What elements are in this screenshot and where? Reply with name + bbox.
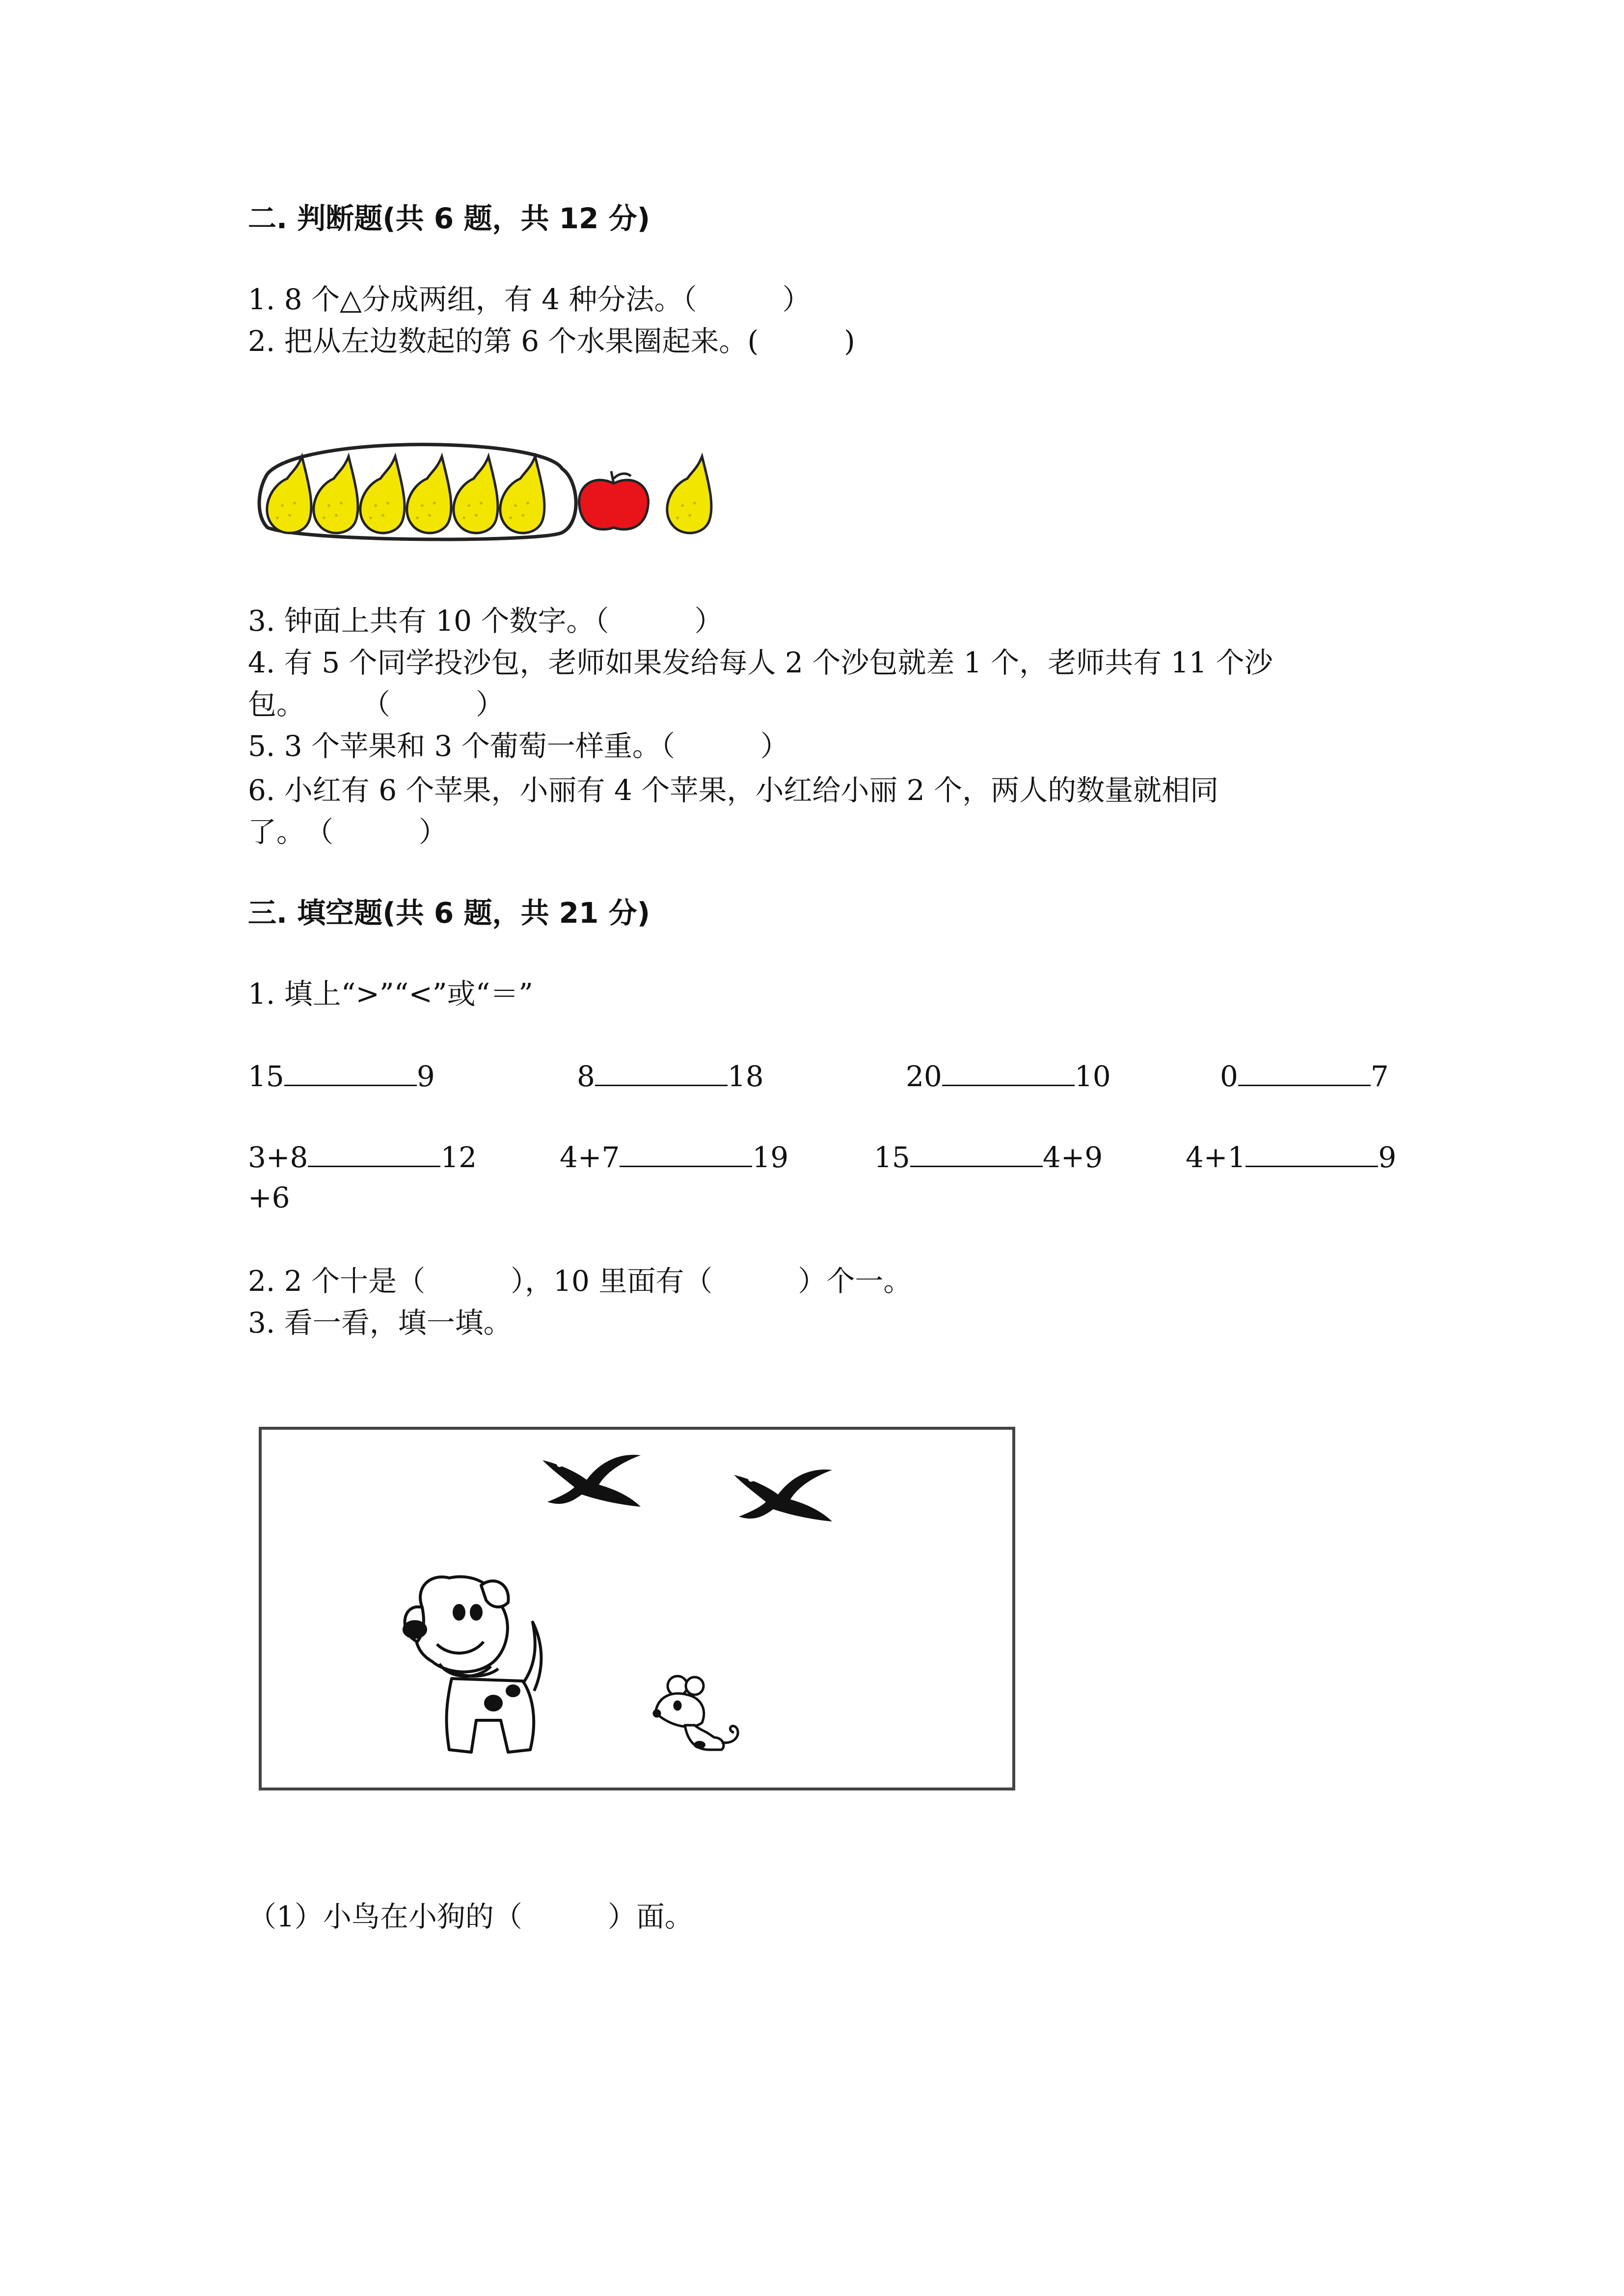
apple-icon xyxy=(579,471,649,530)
answer-blank[interactable] xyxy=(284,1055,417,1086)
section-3-heading: 三. 填空题(共 6 题，共 21 分) xyxy=(248,896,650,930)
section-2-heading: 二. 判断题(共 6 题，共 12 分) xyxy=(248,202,650,235)
pear-icon xyxy=(667,456,711,533)
pear-icon xyxy=(500,456,544,533)
question-3-2: 2. 2 个十是（ ），10 里面有（ ）个一。 xyxy=(248,1264,912,1298)
question-2-2: 2. 把从左边数起的第 6 个水果圈起来。( ) xyxy=(248,324,855,358)
compare-item: 3+8 12 xyxy=(248,1136,477,1177)
question-2-3: 3. 钟面上共有 10 个数字。（ ） xyxy=(248,604,723,638)
question-2-4-line1: 4. 有 5 个同学投沙包，老师如果发给每人 2 个沙包就差 1 个，老师共有 11 个沙 xyxy=(248,646,1273,679)
compare-item: 15 9 xyxy=(248,1055,435,1096)
question-2-5: 5. 3 个苹果和 3 个葡萄一样重。（ ） xyxy=(248,729,789,763)
pear-icon xyxy=(407,456,451,533)
compare-item: 4+1 9 xyxy=(1186,1136,1396,1177)
question-3-3: 3. 看一看，填一填。 xyxy=(248,1306,512,1339)
question-2-6-line2: 了。 （ ） xyxy=(248,815,448,849)
answer-blank[interactable] xyxy=(1238,1055,1371,1086)
pear-icon xyxy=(360,456,405,533)
answer-blank[interactable] xyxy=(595,1055,728,1086)
pear-icon xyxy=(314,456,358,533)
answer-blank[interactable] xyxy=(1245,1136,1378,1167)
question-2-1: 1. 8 个△分成两组，有 4 种分法。（ ） xyxy=(248,283,811,316)
question-2-6-line1: 6. 小红有 6 个苹果，小丽有 4 个苹果，小红给小丽 2 个，两人的数量就相同 xyxy=(248,774,1219,807)
answer-blank[interactable] xyxy=(620,1136,752,1167)
question-2-4-line2: 包。 （ ） xyxy=(248,688,505,721)
compare-item: 8 18 xyxy=(577,1055,764,1096)
picture-frame xyxy=(260,1428,1014,1789)
answer-blank[interactable] xyxy=(942,1055,1075,1086)
fruit-row-figure xyxy=(248,432,719,550)
animal-picture xyxy=(255,1423,1016,1796)
answer-blank[interactable] xyxy=(308,1136,440,1167)
compare-item: 0 7 xyxy=(1220,1055,1389,1096)
compare-item: 15 4+9 xyxy=(874,1136,1103,1177)
compare-item: 4+7 19 xyxy=(560,1136,788,1177)
compare-item-wrap: +6 xyxy=(248,1181,290,1214)
compare-item: 20 10 xyxy=(906,1055,1111,1096)
question-3-3-sub1: （1）小鸟在小狗的（ ）面。 xyxy=(248,1900,693,1933)
pear-icon xyxy=(454,456,498,533)
answer-blank[interactable] xyxy=(910,1136,1043,1167)
question-3-1-prompt: 1. 填上“>”“<”或“＝” xyxy=(248,977,533,1011)
